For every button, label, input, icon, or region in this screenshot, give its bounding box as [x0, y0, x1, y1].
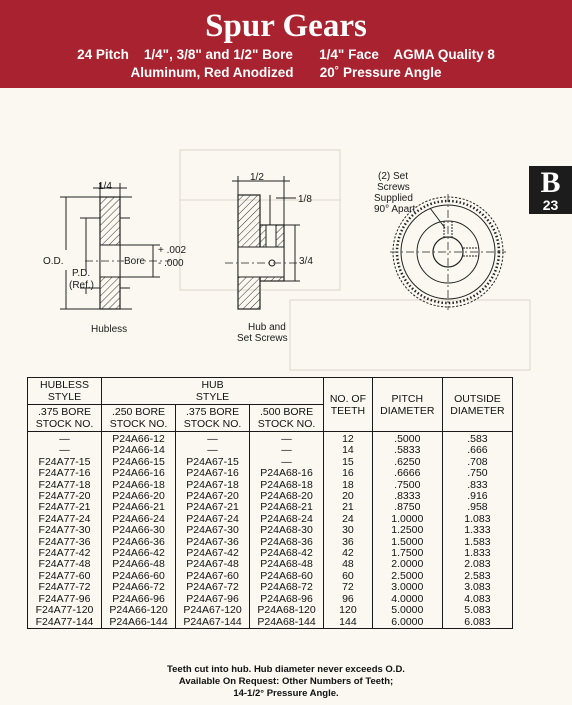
table-cell: F24A77-144	[28, 617, 102, 629]
table-cell: P24A67-96	[176, 594, 250, 605]
table-row	[28, 605, 513, 616]
table-cell: 96	[324, 594, 373, 605]
table-row	[28, 432, 513, 446]
hub-bore	[238, 247, 284, 277]
table-cell: 1.5000	[372, 537, 442, 548]
table-cell: P24A68-16	[250, 468, 324, 479]
table-cell: —	[176, 432, 250, 446]
table-cell: P24A66-96	[102, 594, 176, 605]
table-cell: F24A77-36	[28, 537, 102, 548]
table-cell: F24A77-18	[28, 480, 102, 491]
table-cell: P24A67-72	[176, 582, 250, 593]
table-cell: P24A68-30	[250, 525, 324, 536]
table-cell: F24A77-48	[28, 559, 102, 570]
table-cell: .750	[442, 468, 512, 479]
table-cell: 4.0000	[372, 594, 442, 605]
col-pitch-diameter: PITCH DIAMETER	[372, 378, 442, 432]
table-cell: F24A77-24	[28, 514, 102, 525]
table-cell: .666	[442, 445, 512, 456]
col-outside-diameter: OUTSIDE DIAMETER	[442, 378, 512, 432]
table-cell: P24A66-16	[102, 468, 176, 479]
table-cell: F24A77-30	[28, 525, 102, 536]
hub-caption-2: Set Screws	[237, 333, 288, 344]
gear-spec-table	[27, 377, 513, 629]
table-cell: .916	[442, 491, 512, 502]
table-row	[28, 445, 513, 456]
table-cell: P24A66-120	[102, 605, 176, 616]
table-cell: P24A68-120	[250, 605, 324, 616]
col-teeth: NO. OF TEETH	[324, 378, 373, 432]
table-cell: .8333	[372, 491, 442, 502]
table-cell: 5.0000	[372, 605, 442, 616]
bore-tol-plus: + .002	[158, 245, 187, 256]
spec-line-2: Aluminum, Red Anodized 20˚ Pressure Angle	[130, 65, 442, 80]
set-screws-note-1: (2) Set	[378, 171, 409, 182]
table-cell: 60	[324, 571, 373, 582]
table-cell: 6.0000	[372, 617, 442, 629]
page-title: Spur Gears	[205, 8, 367, 44]
table-cell: 14	[324, 445, 373, 456]
table-cell: 24	[324, 514, 373, 525]
table-cell: P24A66-20	[102, 491, 176, 502]
table-cell: 12	[324, 432, 373, 446]
hub-offset-dim: 1/8	[298, 194, 312, 205]
table-cell: P24A66-144	[102, 617, 176, 629]
table-cell: .6666	[372, 468, 442, 479]
table-cell: P24A68-144	[250, 617, 324, 629]
table-cell: F24A77-42	[28, 548, 102, 559]
table-cell: —	[28, 445, 102, 456]
table-cell: P24A68-72	[250, 582, 324, 593]
table-cell: 4.083	[442, 594, 512, 605]
table-cell: .708	[442, 457, 512, 468]
hub-width-dim: 1/2	[250, 172, 264, 183]
table-cell: 3.083	[442, 582, 512, 593]
spec-line-1: 24 Pitch 1/4", 3/8" and 1/2" Bore 1/4" Face AGMA Quality 8	[77, 47, 495, 62]
table-row	[28, 617, 513, 629]
table-cell: F24A77-15	[28, 457, 102, 468]
table-cell: .7500	[372, 480, 442, 491]
col-hub-500: .500 BORE STOCK NO.	[250, 405, 324, 432]
table-row	[28, 525, 513, 536]
set-screws-note-3: Supplied	[374, 193, 413, 204]
od-label: O.D.	[43, 256, 64, 267]
table-cell: —	[250, 432, 324, 446]
table-cell: P24A68-24	[250, 514, 324, 525]
table-cell: 5.083	[442, 605, 512, 616]
table-cell: —	[176, 445, 250, 456]
table-row	[28, 582, 513, 593]
table-cell: 120	[324, 605, 373, 616]
table-cell: 1.2500	[372, 525, 442, 536]
table-cell: F24A77-60	[28, 571, 102, 582]
table-cell: P24A66-30	[102, 525, 176, 536]
table-cell: F24A77-96	[28, 594, 102, 605]
pd-label: P.D.	[72, 268, 91, 279]
pd-ref-label: (Ref.)	[69, 280, 94, 291]
footnote-2: Available On Request: Other Numbers of Teeth;	[178, 676, 394, 687]
table-cell: 15	[324, 457, 373, 468]
hubless-face-dim: 1/4	[98, 181, 112, 192]
table-cell: .5000	[372, 432, 442, 446]
table-cell: P24A66-36	[102, 537, 176, 548]
table-cell: F24A77-72	[28, 582, 102, 593]
page-header	[0, 0, 572, 88]
table-cell: P24A66-12	[102, 432, 176, 446]
table-cell: —	[250, 457, 324, 468]
table-cell: P24A68-96	[250, 594, 324, 605]
table-cell: P24A66-42	[102, 548, 176, 559]
table-cell: —	[28, 432, 102, 446]
footnote-1: Teeth cut into hub. Hub diameter never exceeds O.D.	[167, 664, 405, 675]
table-cell: P24A67-18	[176, 480, 250, 491]
section-letter: B	[540, 166, 561, 199]
table-cell: P24A66-18	[102, 480, 176, 491]
table-cell: 21	[324, 502, 373, 513]
table-cell: 20	[324, 491, 373, 502]
table-cell: P24A66-14	[102, 445, 176, 456]
table-cell: F24A77-20	[28, 491, 102, 502]
hubless-caption: Hubless	[91, 324, 128, 335]
table-cell: P24A68-36	[250, 537, 324, 548]
table-cell: 144	[324, 617, 373, 629]
table-cell: 1.583	[442, 537, 512, 548]
table-cell: 6.083	[442, 617, 512, 629]
table-cell: P24A67-21	[176, 502, 250, 513]
table-cell: .583	[442, 432, 512, 446]
table-cell: F24A77-120	[28, 605, 102, 616]
table-cell: .833	[442, 480, 512, 491]
table-cell: P24A67-16	[176, 468, 250, 479]
table-cell: 1.333	[442, 525, 512, 536]
table-cell: P24A67-48	[176, 559, 250, 570]
hub-height-dim: 3/4	[299, 256, 313, 267]
table-cell: P24A67-30	[176, 525, 250, 536]
table-cell: 16	[324, 468, 373, 479]
table-cell: P24A68-48	[250, 559, 324, 570]
table-row	[28, 468, 513, 479]
section-number: 23	[542, 197, 559, 213]
table-cell: P24A67-20	[176, 491, 250, 502]
table-cell: .8750	[372, 502, 442, 513]
col-hubless-375: .375 BORE STOCK NO.	[28, 405, 102, 432]
set-screw-hole	[266, 225, 276, 247]
bore-tol-minus: - .000	[158, 258, 184, 269]
table-cell: P24A68-18	[250, 480, 324, 491]
table-cell: —	[250, 445, 324, 456]
bore-label: Bore	[124, 256, 146, 267]
table-cell: P24A66-15	[102, 457, 176, 468]
table-cell: 2.5000	[372, 571, 442, 582]
table-cell: P24A66-60	[102, 571, 176, 582]
table-cell: P24A66-24	[102, 514, 176, 525]
table-cell: F24A77-21	[28, 502, 102, 513]
table-cell: P24A68-60	[250, 571, 324, 582]
table-cell: 48	[324, 559, 373, 570]
table-cell: P24A66-48	[102, 559, 176, 570]
table-cell: 42	[324, 548, 373, 559]
hub-caption-1: Hub and	[248, 322, 286, 333]
col-hub-250: .250 BORE STOCK NO.	[102, 405, 176, 432]
table-cell: .5833	[372, 445, 442, 456]
table-cell: F24A77-16	[28, 468, 102, 479]
table-cell: 2.0000	[372, 559, 442, 570]
table-cell: P24A67-15	[176, 457, 250, 468]
table-cell: P24A67-60	[176, 571, 250, 582]
table-cell: P24A67-144	[176, 617, 250, 629]
table-cell: P24A67-42	[176, 548, 250, 559]
set-screws-note-2: Screws	[377, 182, 410, 193]
table-cell: 2.083	[442, 559, 512, 570]
set-screws-note-4: 90° Apart	[374, 204, 416, 215]
table-cell: .6250	[372, 457, 442, 468]
col-hub-375: .375 BORE STOCK NO.	[176, 405, 250, 432]
table-cell: 3.0000	[372, 582, 442, 593]
table-cell: 1.0000	[372, 514, 442, 525]
table-cell: P24A66-21	[102, 502, 176, 513]
table-cell: P24A67-24	[176, 514, 250, 525]
hub-section	[225, 176, 300, 309]
table-cell: 2.583	[442, 571, 512, 582]
table-cell: 72	[324, 582, 373, 593]
footnote-3: 14-1/2° Pressure Angle.	[233, 688, 339, 699]
table-cell: 36	[324, 537, 373, 548]
group-hubless: HUBLESS STYLE	[28, 378, 102, 405]
table-cell: P24A68-20	[250, 491, 324, 502]
table-cell: 1.083	[442, 514, 512, 525]
table-cell: P24A66-72	[102, 582, 176, 593]
table-cell: .958	[442, 502, 512, 513]
table-cell: P24A68-42	[250, 548, 324, 559]
table-cell: P24A68-21	[250, 502, 324, 513]
group-hub: HUB STYLE	[102, 378, 324, 405]
table-cell: 18	[324, 480, 373, 491]
table-cell: P24A67-120	[176, 605, 250, 616]
table-cell: 1.7500	[372, 548, 442, 559]
table-cell: 30	[324, 525, 373, 536]
table-cell: P24A67-36	[176, 537, 250, 548]
table-cell: 1.833	[442, 548, 512, 559]
